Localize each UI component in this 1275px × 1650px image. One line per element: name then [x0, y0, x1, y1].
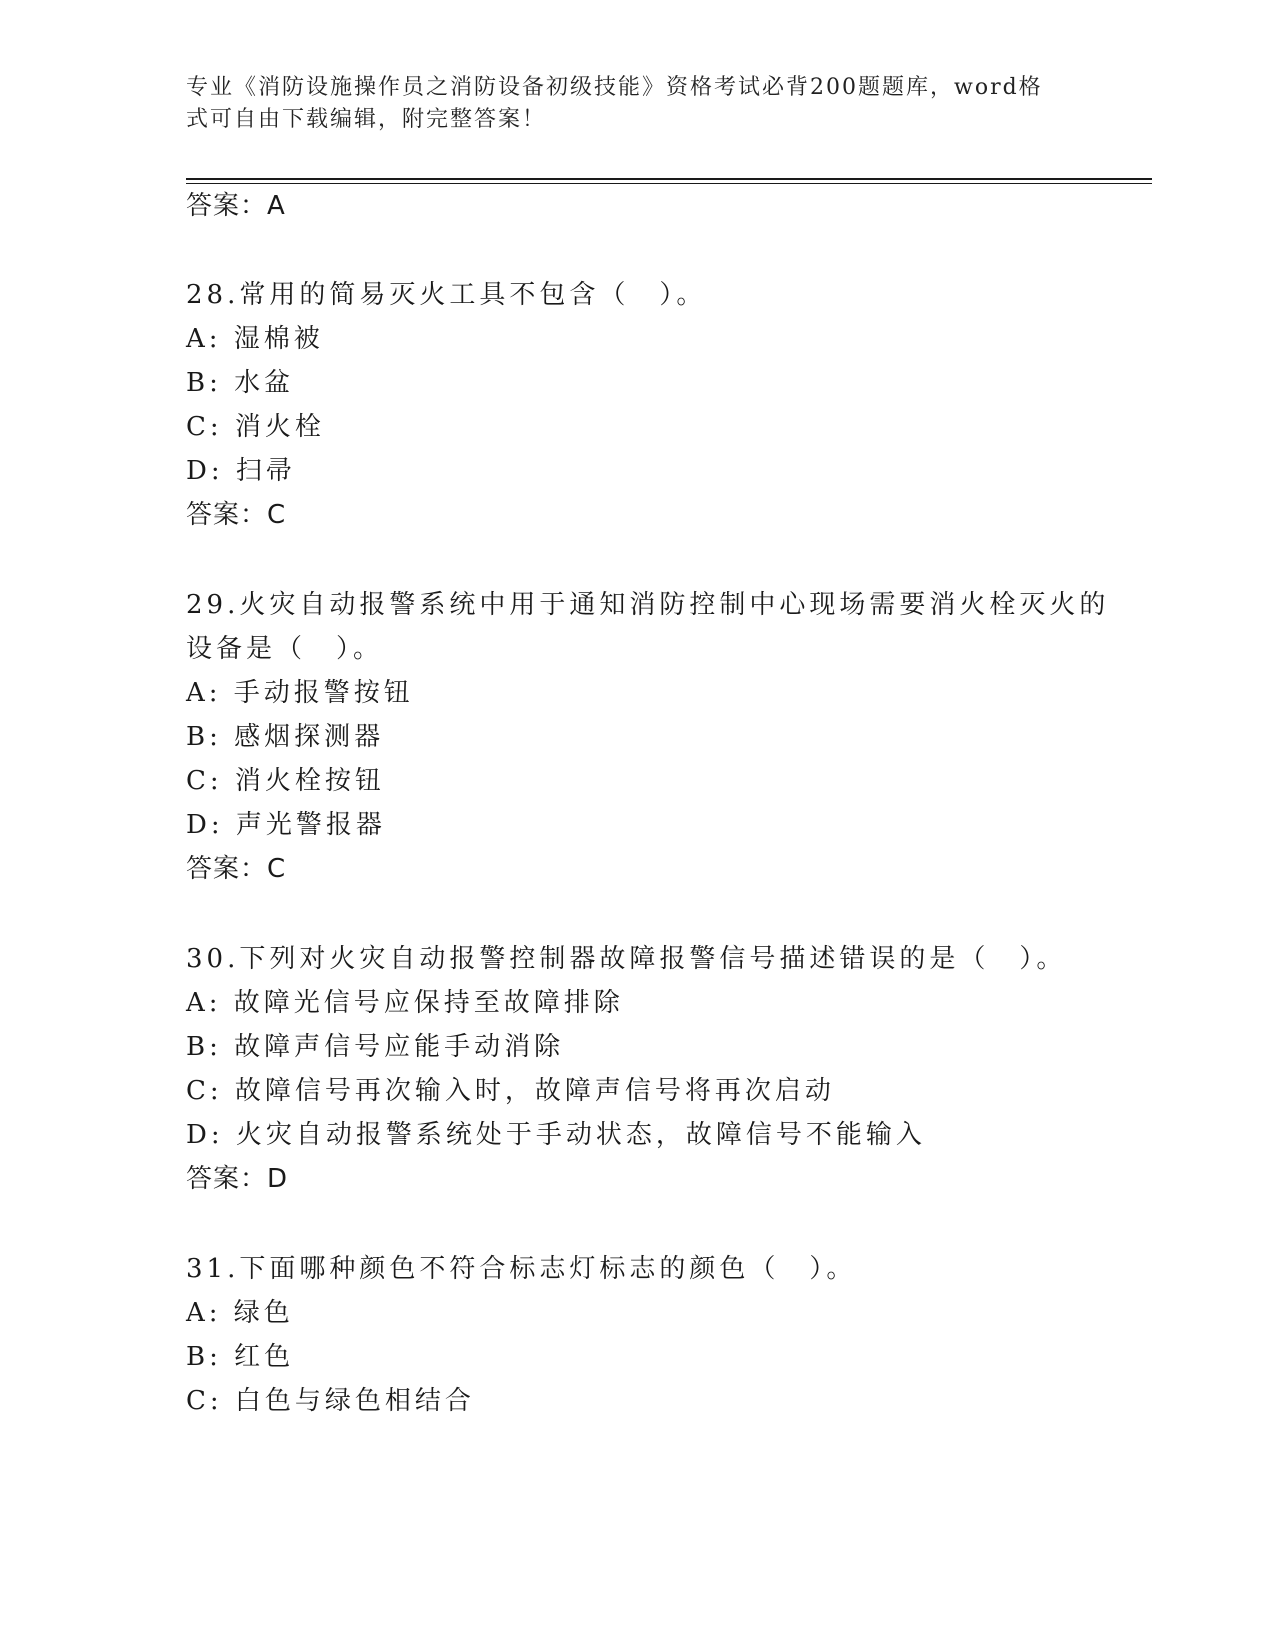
question-31-option-c: C: 白色与绿色相结合	[186, 1386, 475, 1416]
header-divider-thin	[186, 183, 1152, 184]
question-30-option-a: A: 故障光信号应保持至故障排除	[186, 988, 624, 1018]
question-30-option-c: C: 故障信号再次输入时，故障声信号将再次启动	[186, 1076, 835, 1106]
question-31-option-b: B: 红色	[186, 1342, 295, 1372]
question-28-option-c: C: 消火栓	[186, 412, 325, 442]
question-30-option-b: B: 故障声信号应能手动消除	[186, 1032, 565, 1062]
question-29-option-b: B: 感烟探测器	[186, 722, 385, 752]
question-28-option-a: A: 湿棉被	[186, 324, 324, 354]
header-divider	[186, 178, 1152, 180]
page-header	[186, 72, 1076, 136]
header-line-2: 式可自由下载编辑，附完整答案！	[186, 107, 547, 132]
answer-27: 答案：A	[186, 191, 286, 221]
question-30-stem: 30.下列对火灾自动报警控制器故障报警信号描述错误的是（ ）。	[186, 944, 1067, 974]
question-31-stem: 31.下面哪种颜色不符合标志灯标志的颜色（ ）。	[186, 1254, 857, 1284]
question-29-stem-line-2: 设备是（ ）。	[186, 634, 384, 664]
question-29-stem-line-1: 29.火灾自动报警系统中用于通知消防控制中心现场需要消火栓灭火的	[186, 590, 1110, 620]
question-30-option-d: D: 火灾自动报警系统处于手动状态，故障信号不能输入	[186, 1120, 926, 1150]
question-29-answer: 答案：C	[186, 854, 287, 884]
question-28-answer: 答案：C	[186, 500, 287, 530]
question-31-option-a: A: 绿色	[186, 1298, 294, 1328]
question-29-option-d: D: 声光警报器	[186, 810, 386, 840]
question-28-stem: 28.常用的简易灭火工具不包含（ ）。	[186, 280, 707, 310]
question-28-option-b: B: 水盆	[186, 368, 295, 398]
question-28-option-d: D: 扫帚	[186, 456, 296, 486]
header-line-1: 专业《消防设施操作员之消防设备初级技能》资格考试必背200题题库，word格	[186, 75, 1043, 100]
question-29-option-a: A: 手动报警按钮	[186, 678, 414, 708]
question-30-answer: 答案：D	[186, 1164, 289, 1194]
question-29-option-c: C: 消火栓按钮	[186, 766, 385, 796]
